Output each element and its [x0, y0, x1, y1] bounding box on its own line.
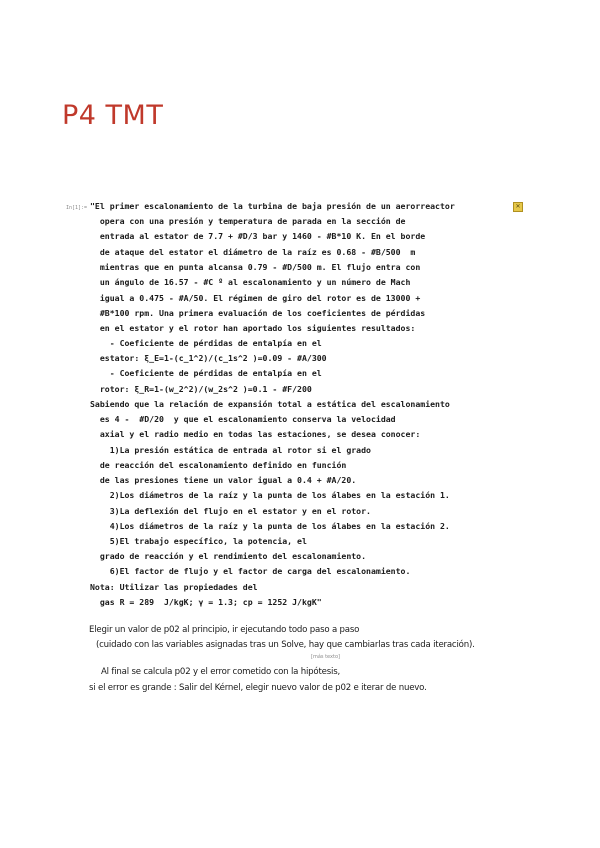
- note-line: Al final se calcula p02 y el error cometido con la hipótesis,: [101, 667, 341, 677]
- code-line: - Coeficiente de pérdidas de entalpía en el: [90, 368, 322, 378]
- code-line: estator: ξ_E=1-(c_1^2)/(c_1s^2 )=0.09 - #A/300: [90, 353, 327, 363]
- note-line: (cuidado con las variables asignadas tras un Solve, hay que cambiarlas tras cada iteración).: [96, 640, 475, 650]
- code-line: de reacción del escalonamiento definido en función: [90, 460, 347, 470]
- code-line: - Coeficiente de pérdidas de entalpía en el: [90, 338, 322, 348]
- code-line: mientras que en punta alcansa 0.79 - #D/500 m. El flujo entra con: [90, 262, 421, 272]
- code-line: rotor: ξ_R=1-(w_2^2)/(w_2s^2 )=0.1 - #F/200: [90, 384, 312, 394]
- code-line: grado de reacción y el rendimiento del escalonamiento.: [90, 551, 367, 561]
- code-line: de las presiones tiene un valor igual a 0.4 + #A/20.: [90, 475, 357, 485]
- code-line: 1)La presión estática de entrada al rotor si el grado: [90, 445, 371, 455]
- code-line: un ángulo de 16.57 - #C º al escalonamiento y un número de Mach: [90, 277, 411, 287]
- code-line: de ataque del estator el diámetro de la raíz es 0.68 - #B/500 m: [90, 247, 416, 257]
- code-line: axial y el radio medio en todas las estaciones, se desea conocer:: [90, 429, 421, 439]
- code-line: entrada al estator de 7.7 + #D/3 bar y 1460 - #B*10 K. En el borde: [90, 231, 426, 241]
- code-line: 4)Los diámetros de la raíz y la punta de los álabes en la estación 2.: [90, 521, 450, 531]
- input-cell-label: In[1]:=: [66, 205, 88, 211]
- code-line: #B*100 rpm. Una primera evaluación de los coeficientes de pérdidas: [90, 308, 426, 318]
- code-line: Sabiendo que la relación de expansión total a estática del escalonamiento: [90, 399, 450, 409]
- note-line: si el error es grande : Salir del Kérnel, elegir nuevo valor de p02 e iterar de nuevo.: [89, 683, 427, 693]
- code-line: 5)El trabajo específico, la potencia, el: [90, 536, 307, 546]
- cell-warning-icon[interactable]: ✕: [513, 202, 523, 212]
- code-line: 3)La deflexión del flujo en el estator y en el rotor.: [90, 506, 371, 516]
- code-line: Nota: Utilizar las propiedades del: [90, 582, 258, 592]
- code-line: 6)El factor de flujo y el factor de carga del escalonamiento.: [90, 566, 411, 576]
- note-line: Elegir un valor de p02 al principio, ir ejecutando todo paso a paso: [89, 625, 360, 635]
- code-line: en el estator y el rotor han aportado los siguientes resultados:: [90, 323, 416, 333]
- code-line: es 4 - #D/20 y que el escalonamiento conserva la velocidad: [90, 414, 396, 424]
- code-line: opera con una presión y temperatura de parada en la sección de: [90, 216, 406, 226]
- code-line: gas R = 289 J/kgK; γ = 1.3; cp = 1252 J/kgK": [90, 597, 322, 607]
- page-title: P4 TMT: [62, 100, 164, 131]
- code-line: 2)Los diámetros de la raíz y la punta de los álabes en la estación 1.: [90, 490, 450, 500]
- more-text-link[interactable]: [más texto]: [311, 654, 340, 660]
- code-line: "El primer escalonamiento de la turbina de baja presión de un aerorreactor: [90, 201, 455, 211]
- code-line: igual a 0.475 - #A/50. El régimen de giro del rotor es de 13000 +: [90, 293, 421, 303]
